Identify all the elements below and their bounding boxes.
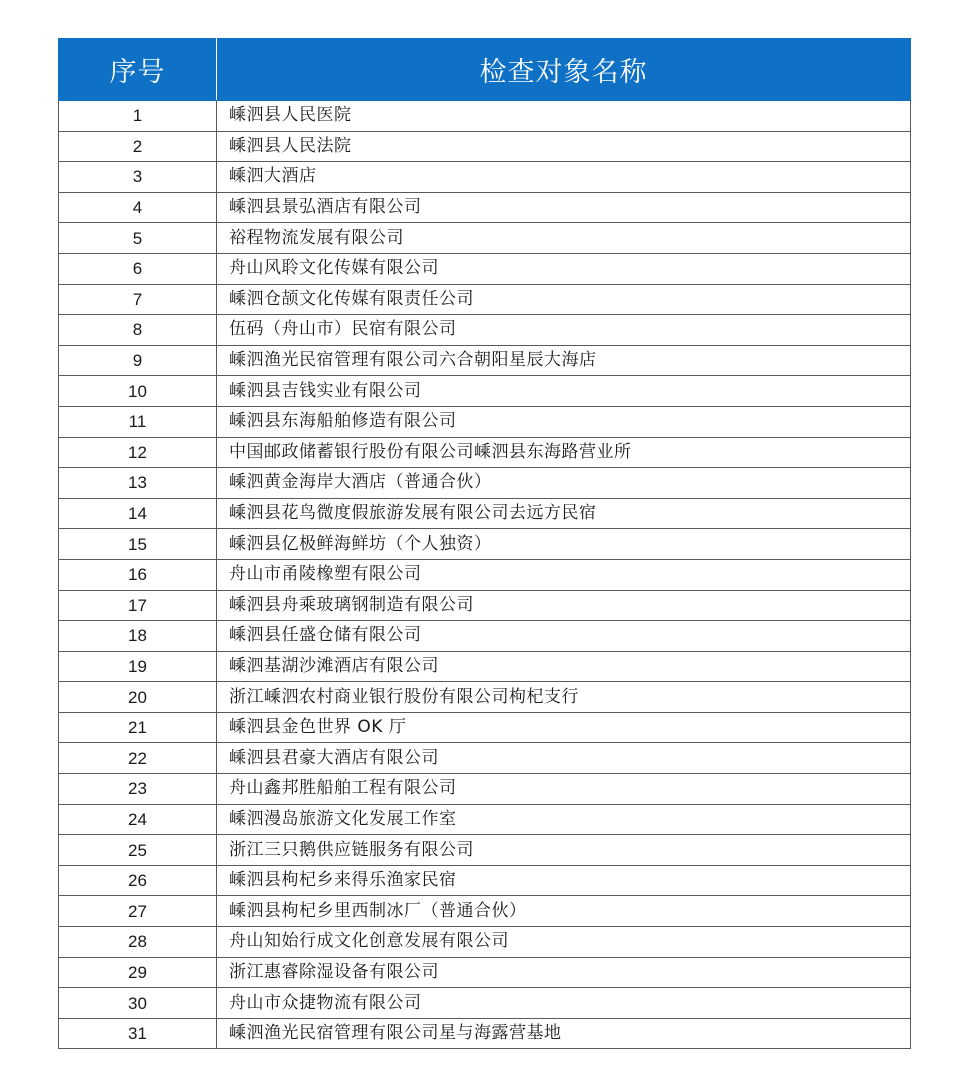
- table-row: [59, 621, 911, 652]
- row-number-cell: 20: [59, 682, 217, 713]
- table-row: [59, 253, 911, 284]
- inspection-target-name-cell: 嵊泗基湖沙滩酒店有限公司: [217, 651, 911, 682]
- table-row: [59, 162, 911, 193]
- table-row: [59, 590, 911, 621]
- inspection-target-name-cell: 嵊泗县景弘酒店有限公司: [217, 192, 911, 223]
- table-row: [59, 651, 911, 682]
- inspection-target-name-cell: 嵊泗黄金海岸大酒店（普通合伙）: [217, 468, 911, 499]
- row-number-cell: 29: [59, 957, 217, 988]
- header-row: [59, 39, 911, 101]
- table-row: [59, 774, 911, 805]
- inspection-target-name-cell: 嵊泗县君豪大酒店有限公司: [217, 743, 911, 774]
- inspection-target-name-cell: 嵊泗仓颉文化传媒有限责任公司: [217, 284, 911, 315]
- table-body: [59, 101, 911, 1049]
- row-number-cell: 28: [59, 927, 217, 958]
- inspection-target-name-cell: 嵊泗漫岛旅游文化发展工作室: [217, 804, 911, 835]
- table-row: [59, 927, 911, 958]
- inspection-target-name-cell: 舟山鑫邦胜船舶工程有限公司: [217, 774, 911, 805]
- table-row: [59, 498, 911, 529]
- row-number-cell: 7: [59, 284, 217, 315]
- table-row: [59, 131, 911, 162]
- inspection-target-name-cell: 嵊泗县金色世界 OK 厅: [217, 712, 911, 743]
- inspection-target-name-cell: 嵊泗县任盛仓储有限公司: [217, 621, 911, 652]
- row-number-cell: 13: [59, 468, 217, 499]
- column-header-no: 序号: [59, 39, 217, 101]
- table-row: [59, 865, 911, 896]
- row-number-cell: 23: [59, 774, 217, 805]
- row-number-cell: 3: [59, 162, 217, 193]
- table-row: [59, 712, 911, 743]
- inspection-target-name-cell: 裕程物流发展有限公司: [217, 223, 911, 254]
- inspection-target-name-cell: 嵊泗渔光民宿管理有限公司六合朝阳星辰大海店: [217, 345, 911, 376]
- row-number-cell: 21: [59, 712, 217, 743]
- inspection-target-name-cell: 嵊泗县舟乘玻璃钢制造有限公司: [217, 590, 911, 621]
- inspection-target-name-cell: 舟山市甬陵橡塑有限公司: [217, 559, 911, 590]
- table-row: [59, 1018, 911, 1049]
- row-number-cell: 8: [59, 315, 217, 346]
- inspection-table: [58, 38, 911, 1049]
- row-number-cell: 27: [59, 896, 217, 927]
- inspection-target-name-cell: 嵊泗县东海船舶修造有限公司: [217, 406, 911, 437]
- row-number-cell: 24: [59, 804, 217, 835]
- row-number-cell: 14: [59, 498, 217, 529]
- row-number-cell: 19: [59, 651, 217, 682]
- row-number-cell: 25: [59, 835, 217, 866]
- table-row: [59, 406, 911, 437]
- inspection-target-name-cell: 伍码（舟山市）民宿有限公司: [217, 315, 911, 346]
- table-row: [59, 896, 911, 927]
- table-row: [59, 468, 911, 499]
- inspection-target-name-cell: 嵊泗县花鸟微度假旅游发展有限公司去远方民宿: [217, 498, 911, 529]
- table-row: [59, 284, 911, 315]
- inspection-list-sheet: [58, 38, 910, 1049]
- table-row: [59, 315, 911, 346]
- inspection-target-name-cell: 浙江惠睿除湿设备有限公司: [217, 957, 911, 988]
- row-number-cell: 1: [59, 101, 217, 132]
- inspection-target-name-cell: 嵊泗县枸杞乡来得乐渔家民宿: [217, 865, 911, 896]
- row-number-cell: 22: [59, 743, 217, 774]
- inspection-target-name-cell: 嵊泗渔光民宿管理有限公司星与海露营基地: [217, 1018, 911, 1049]
- inspection-target-name-cell: 浙江嵊泗农村商业银行股份有限公司枸杞支行: [217, 682, 911, 713]
- row-number-cell: 30: [59, 988, 217, 1019]
- row-number-cell: 11: [59, 406, 217, 437]
- table-row: [59, 345, 911, 376]
- table-row: [59, 743, 911, 774]
- inspection-target-name-cell: 舟山知始行成文化创意发展有限公司: [217, 927, 911, 958]
- inspection-target-name-cell: 嵊泗县亿极鲜海鲜坊（个人独资）: [217, 529, 911, 560]
- row-number-cell: 31: [59, 1018, 217, 1049]
- row-number-cell: 26: [59, 865, 217, 896]
- table-row: [59, 101, 911, 132]
- table-row: [59, 957, 911, 988]
- row-number-cell: 5: [59, 223, 217, 254]
- row-number-cell: 4: [59, 192, 217, 223]
- row-number-cell: 15: [59, 529, 217, 560]
- inspection-target-name-cell: 舟山风聆文化传媒有限公司: [217, 253, 911, 284]
- table-row: [59, 804, 911, 835]
- inspection-target-name-cell: 中国邮政储蓄银行股份有限公司嵊泗县东海路营业所: [217, 437, 911, 468]
- table-row: [59, 559, 911, 590]
- table-row: [59, 437, 911, 468]
- inspection-target-name-cell: 嵊泗大酒店: [217, 162, 911, 193]
- inspection-target-name-cell: 嵊泗县枸杞乡里西制冰厂（普通合伙）: [217, 896, 911, 927]
- row-number-cell: 6: [59, 253, 217, 284]
- inspection-target-name-cell: 嵊泗县人民医院: [217, 101, 911, 132]
- table-row: [59, 682, 911, 713]
- table-row: [59, 835, 911, 866]
- row-number-cell: 9: [59, 345, 217, 376]
- row-number-cell: 16: [59, 559, 217, 590]
- row-number-cell: 12: [59, 437, 217, 468]
- row-number-cell: 2: [59, 131, 217, 162]
- inspection-target-name-cell: 嵊泗县吉钱实业有限公司: [217, 376, 911, 407]
- column-header-name: 检查对象名称: [217, 39, 911, 101]
- inspection-target-name-cell: 舟山市众捷物流有限公司: [217, 988, 911, 1019]
- table-header: [59, 39, 911, 101]
- table-row: [59, 192, 911, 223]
- inspection-target-name-cell: 嵊泗县人民法院: [217, 131, 911, 162]
- row-number-cell: 10: [59, 376, 217, 407]
- table-row: [59, 529, 911, 560]
- row-number-cell: 17: [59, 590, 217, 621]
- table-row: [59, 223, 911, 254]
- table-row: [59, 376, 911, 407]
- table-row: [59, 988, 911, 1019]
- row-number-cell: 18: [59, 621, 217, 652]
- inspection-target-name-cell: 浙江三只鹅供应链服务有限公司: [217, 835, 911, 866]
